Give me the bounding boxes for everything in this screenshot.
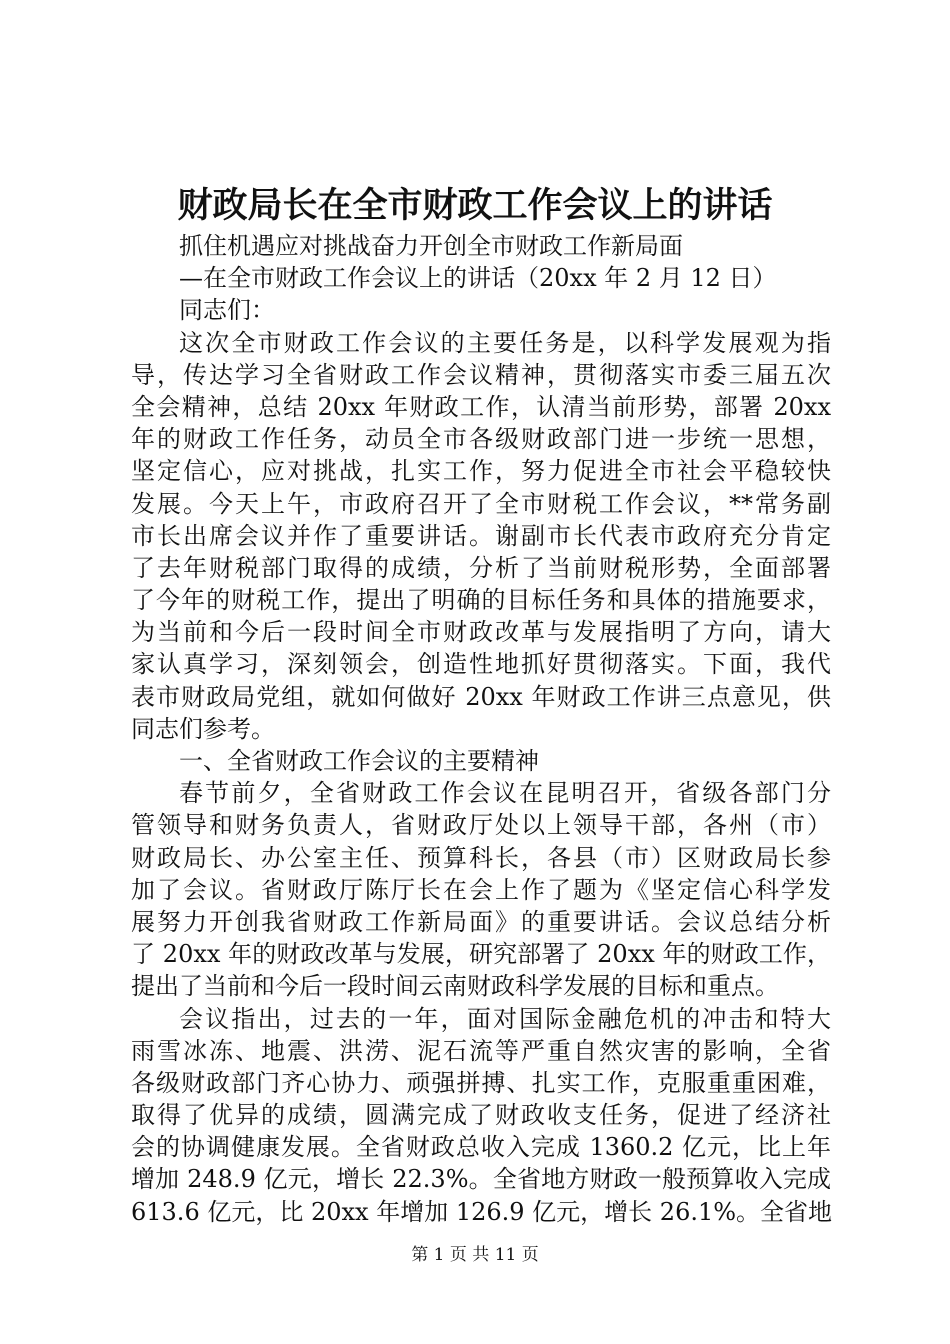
paragraph-line: 各级财政部门齐心协力、顽强拼搏、扎实工作，克服重重困难，: [131, 1068, 831, 1097]
paragraph-line: 了去年财税部门取得的成绩，分析了当前财税形势，全面部署: [131, 553, 831, 582]
salutation: 同志们：: [179, 296, 275, 325]
paragraph-line: 会议指出，过去的一年，面对国际金融危机的冲击和特大: [179, 1004, 831, 1033]
paragraph-line: 展努力开创我省财政工作新局面》的重要讲话。会议总结分析: [131, 907, 831, 936]
paragraph-line: 发展。今天上午，市政府召开了全市财税工作会议，**常务副: [131, 489, 831, 518]
speech-occasion: —在全市财政工作会议上的讲话（20xx 年 2 月 12 日）: [179, 264, 777, 293]
paragraph-line: 加了会议。省财政厅陈厅长在会上作了题为《坚定信心科学发: [131, 875, 831, 904]
paragraph-line: 家认真学习，深刻领会，创造性地抓好贯彻落实。下面，我代: [131, 650, 831, 679]
paragraph-line: 613.6 亿元，比 20xx 年增加 126.9 亿元，增长 26.1%。全省地: [131, 1197, 833, 1226]
paragraph-line: 了今年的财税工作，提出了明确的目标任务和具体的措施要求，: [131, 586, 831, 615]
paragraph-line: 管领导和财务负责人，省财政厅处以上领导干部，各州（市）: [131, 811, 831, 840]
section-heading: 一、全省财政工作会议的主要精神: [179, 747, 539, 775]
paragraph-line: 坚定信心，应对挑战，扎实工作，努力促进全市社会平稳较快: [131, 457, 831, 486]
paragraph-line: 增加 248.9 亿元，增长 22.3%。全省地方财政一般预算收入完成: [131, 1165, 831, 1194]
paragraph-line: 了 20xx 年的财政改革与发展，研究部署了 20xx 年的财政工作，: [131, 940, 831, 969]
paragraph-line: 年的财政工作任务，动员全市各级财政部门进一步统一思想，: [131, 425, 831, 454]
speech-subtitle: 抓住机遇应对挑战奋力开创全市财政工作新局面: [179, 232, 683, 260]
paragraph-line: 导，传达学习全省财政工作会议精神，贯彻落实市委三届五次: [131, 360, 831, 389]
paragraph-line: 财政局长、办公室主任、预算科长，各县（市）区财政局长参: [131, 843, 831, 872]
paragraph-line: 这次全市财政工作会议的主要任务是，以科学发展观为指: [179, 328, 831, 357]
paragraph-line: 为当前和今后一段时间全市财政改革与发展指明了方向，请大: [131, 618, 831, 647]
page-number-footer: 第 1 页 共 11 页: [411, 1245, 539, 1265]
paragraph-line: 取得了优异的成绩，圆满完成了财政收支任务，促进了经济社: [131, 1101, 831, 1130]
paragraph-line: 雨雪冰冻、地震、洪涝、泥石流等严重自然灾害的影响，全省: [131, 1036, 831, 1065]
document-body: [131, 230, 831, 1228]
paragraph-line: 全会精神，总结 20xx 年财政工作，认清当前形势，部署 20xx: [131, 392, 831, 421]
paragraph-line: 提出了当前和今后一段时间云南财政科学发展的目标和重点。: [131, 972, 779, 1001]
document-title: 财政局长在全市财政工作会议上的讲话: [177, 185, 773, 226]
paragraph-line: 会的协调健康发展。全省财政总收入完成 1360.2 亿元，比上年: [131, 1133, 831, 1162]
paragraph-line: 表市财政局党组，就如何做好 20xx 年财政工作讲三点意见，供: [131, 682, 831, 711]
paragraph-line: 同志们参考。: [131, 714, 275, 743]
paragraph-line: 春节前夕，全省财政工作会议在昆明召开，省级各部门分: [179, 779, 831, 808]
paragraph-line: 市长出席会议并作了重要讲话。谢副市长代表市政府充分肯定: [131, 521, 831, 550]
